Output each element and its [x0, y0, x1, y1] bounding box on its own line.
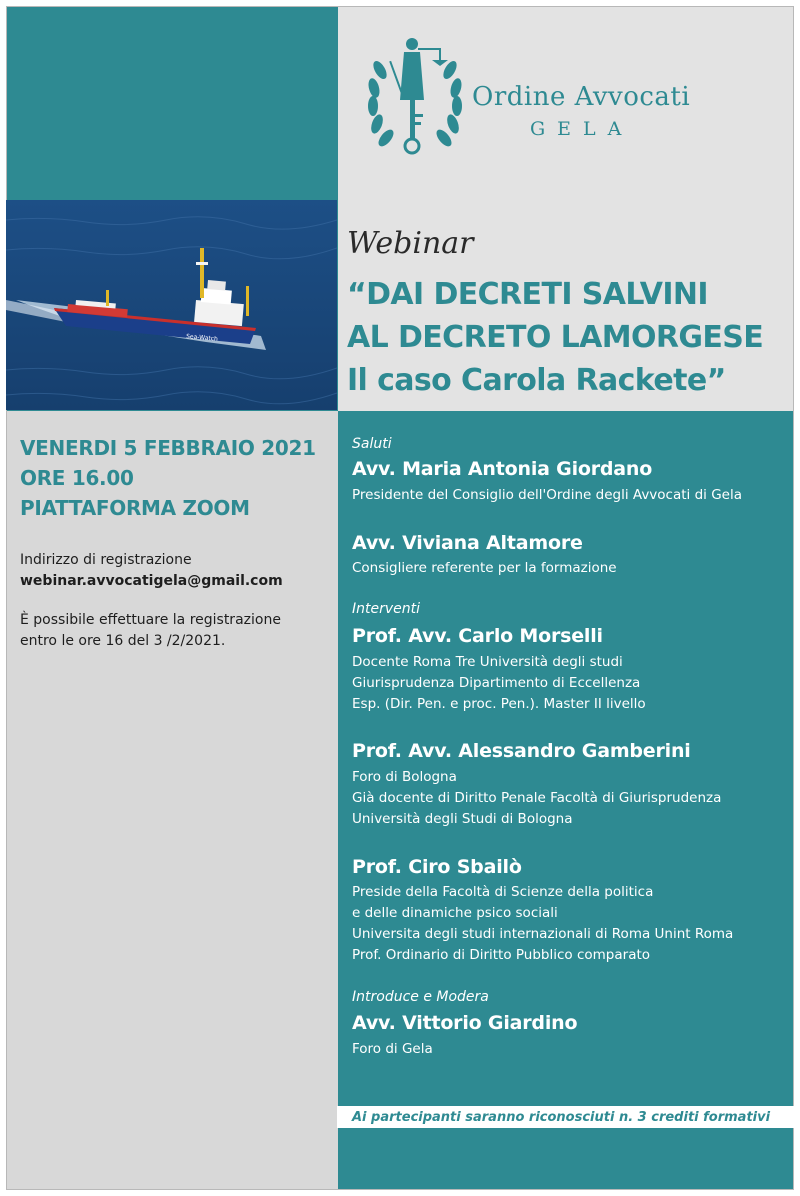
event-date: VENERDI 5 FEBBRAIO 2021 [20, 436, 316, 460]
speaker-name: Prof. Avv. Carlo Morselli [352, 625, 603, 647]
title-line-3: Il caso Carola Rackete” [347, 363, 726, 398]
speaker-desc: Foro di Bologna [352, 769, 457, 785]
title-line-1: “DAI DECRETI SALVINI [347, 277, 708, 312]
speaker-desc: e delle dinamiche psico sociali [352, 905, 558, 921]
speaker-desc: Foro di Gela [352, 1041, 433, 1057]
registration-note-line-1: È possibile effettuare la registrazione [20, 612, 281, 628]
speaker-name: Prof. Ciro Sbailò [352, 856, 522, 878]
speaker-name: Avv. Vittorio Giardino [352, 1012, 578, 1034]
speaker-desc: Già docente di Diritto Penale Facoltà di Giurisprudenza [352, 790, 722, 806]
ship-photo [6, 200, 337, 410]
speaker-desc: Presidente del Consiglio dell'Ordine degli Avvocati di Gela [352, 487, 742, 503]
speaker-desc: Docente Roma Tre Università degli studi [352, 654, 623, 670]
speaker-name: Avv. Maria Antonia Giordano [352, 458, 653, 480]
credits-text: Ai partecipanti saranno riconosciuti n. 3 crediti formativi [352, 1110, 771, 1125]
logo-title: Ordine Avvocati [472, 82, 691, 112]
interventi-label: Interventi [352, 601, 421, 617]
left-info-panel [7, 411, 338, 1190]
webinar-heading: Webinar [347, 226, 474, 261]
speaker-desc: Preside della Facoltà di Scienze della politica [352, 884, 654, 900]
event-time: ORE 16.00 [20, 466, 134, 490]
speaker-desc: Università degli Studi di Bologna [352, 811, 573, 827]
ordine-avvocati-logo [360, 30, 470, 160]
event-platform: PIATTAFORMA ZOOM [20, 496, 250, 520]
registration-email[interactable]: webinar.avvocatigela@gmail.com [20, 573, 283, 589]
logo-subtitle: GELA [530, 118, 634, 140]
registration-note-line-2: entro le ore 16 del 3 /2/2021. [20, 633, 226, 649]
ship-hull-text: Sea-Watch [185, 333, 219, 343]
saluti-label: Saluti [352, 436, 392, 452]
speaker-name: Prof. Avv. Alessandro Gamberini [352, 740, 691, 762]
speaker-name: Avv. Viviana Altamore [352, 532, 583, 554]
speaker-desc: Universita degli studi internazionali di Roma Unint Roma [352, 926, 734, 942]
speaker-desc: Prof. Ordinario di Diritto Pubblico comparato [352, 947, 651, 963]
speaker-desc: Consigliere referente per la formazione [352, 560, 617, 576]
title-line-2: AL DECRETO LAMORGESE [347, 320, 764, 355]
top-left-panel [7, 7, 338, 201]
registration-label: Indirizzo di registrazione [20, 552, 192, 568]
speaker-desc: Esp. (Dir. Pen. e proc. Pen.). Master II livello [352, 696, 646, 712]
moderator-label: Introduce e Modera [352, 989, 489, 1005]
speaker-desc: Giurisprudenza Dipartimento di Eccellenza [352, 675, 641, 691]
